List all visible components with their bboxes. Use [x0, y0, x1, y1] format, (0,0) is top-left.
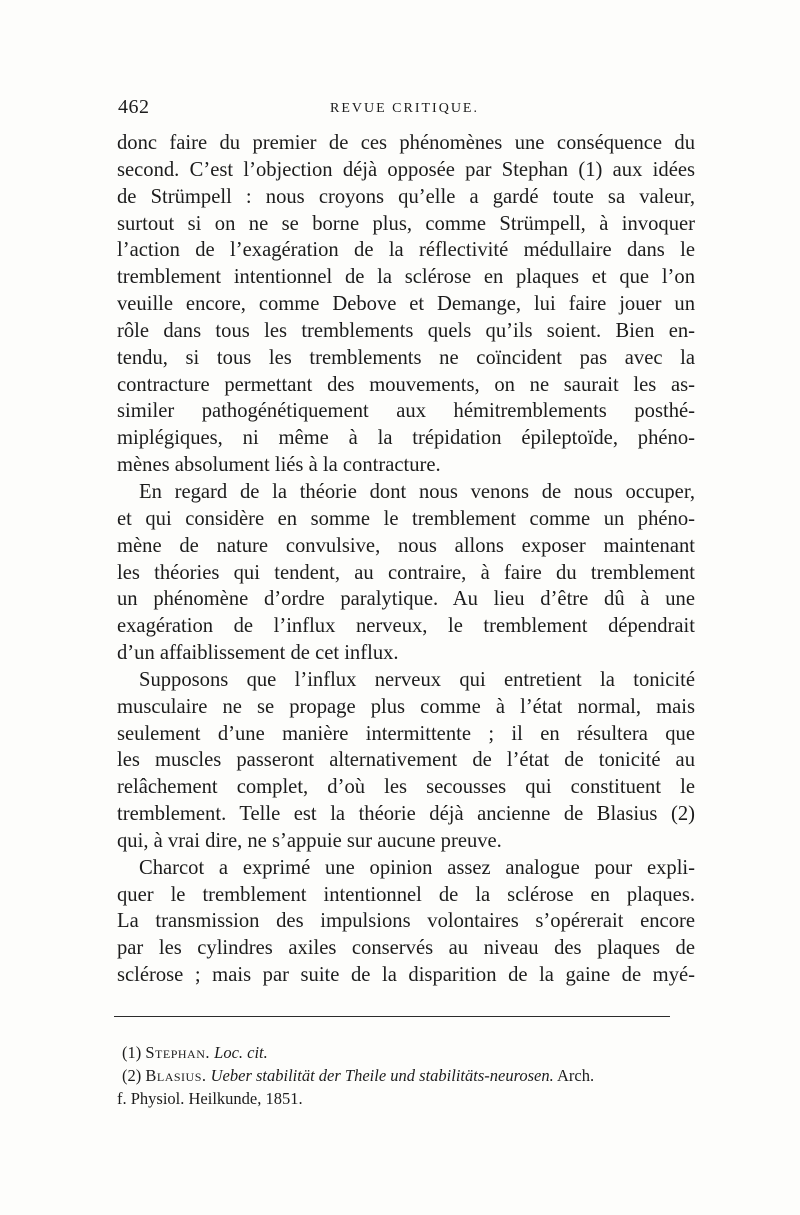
body-line: surtout si on ne se borne plus, comme Strümpell, à invoquer: [117, 212, 695, 235]
footnotes: [117, 1041, 695, 1110]
body-line: relâchement complet, d’où les secousses qui constituent le: [117, 776, 695, 799]
body-line: Supposons que l’influx nerveux qui entretient la tonicité: [139, 668, 695, 691]
body-text: [117, 130, 695, 989]
body-line: d’un affaiblissement de cet influx.: [117, 642, 399, 665]
body-line: similer pathogénétiquement aux hémitremblements posthé-: [117, 400, 695, 423]
body-line: exagération de l’influx nerveux, le tremblement dépendrait: [117, 615, 695, 638]
body-line: qui, à vrai dire, ne s’appuie sur aucune preuve.: [117, 829, 502, 852]
body-line: musculaire ne se propage plus comme à l’état normal, mais: [117, 695, 695, 718]
footnote-title: Ueber stabilität der Theile und stabilitäts-neurosen.: [210, 1066, 554, 1085]
body-line: rôle dans tous les tremblements quels qu’ils soient. Bien en-: [117, 319, 695, 342]
footnote-2: [117, 1064, 695, 1087]
body-line: et qui considère en somme le tremblement comme un phéno-: [117, 507, 695, 530]
body-line: l’action de l’exagération de la réflectivité médullaire dans le: [117, 239, 695, 262]
body-line: les muscles passeront alternativement de l’état de tonicité au: [117, 749, 695, 772]
body-line: un phénomène d’ordre paralytique. Au lieu d’être dû à une: [117, 588, 695, 611]
body-line: Charcot a exprimé une opinion assez analogue pour expli-: [139, 856, 695, 879]
footnote-mark: (2): [122, 1066, 142, 1085]
body-line: contracture permettant des mouvements, on ne saurait les as-: [117, 373, 695, 396]
body-line: donc faire du premier de ces phénomènes une conséquence du: [117, 132, 695, 154]
running-head: REVUE CRITIQUE.: [330, 101, 479, 116]
body-line: second. C’est l’objection déjà opposée par Stephan (1) aux idées: [117, 158, 695, 181]
body-line: miplégiques, ni même à la trépidation épileptoïde, phéno-: [117, 427, 695, 450]
body-line: seulement d’une manière intermittente ; il en résultera que: [117, 722, 695, 745]
body-line: mènes absolument liés à la contracture.: [117, 454, 441, 477]
footnote-continuation: f. Physiol. Heilkunde, 1851.: [117, 1089, 303, 1108]
page-number: 462: [118, 96, 150, 118]
body-line: tendu, si tous les tremblements ne coïncident pas avec la: [117, 346, 695, 369]
footnote-author: Blasius.: [145, 1066, 207, 1085]
footnote-divider: [114, 1016, 670, 1017]
body-line: par les cylindres axiles conservés au niveau des plaques de: [117, 937, 695, 960]
body-line: mène de nature convulsive, nous allons exposer maintenant: [117, 534, 695, 557]
footnote-mark: (1): [122, 1043, 142, 1062]
body-line: sclérose ; mais par suite de la disparition de la gaine de myé-: [117, 964, 695, 987]
body-line: tremblement. Telle est la théorie déjà ancienne de Blasius (2): [117, 803, 695, 826]
body-line: En regard de la théorie dont nous venons de nous occuper,: [139, 480, 695, 503]
footnote-title: Loc. cit.: [214, 1043, 268, 1062]
body-line: de Strümpell : nous croyons qu’elle a gardé toute sa valeur,: [117, 185, 695, 208]
body-line: tremblement intentionnel de la sclérose en plaques et que l’on: [117, 266, 695, 289]
footnote-author: Stephan.: [145, 1043, 211, 1062]
body-line: La transmission des impulsions volontaires s’opérerait encore: [117, 910, 695, 933]
footnote-1: [117, 1041, 695, 1064]
body-line: quer le tremblement intentionnel de la sclérose en plaques.: [117, 883, 695, 906]
footnote-rest: Arch.: [556, 1066, 595, 1085]
body-line: les théories qui tendent, au contraire, à faire du tremblement: [117, 561, 695, 584]
body-line: veuille encore, comme Debove et Demange, lui faire jouer un: [117, 293, 695, 316]
